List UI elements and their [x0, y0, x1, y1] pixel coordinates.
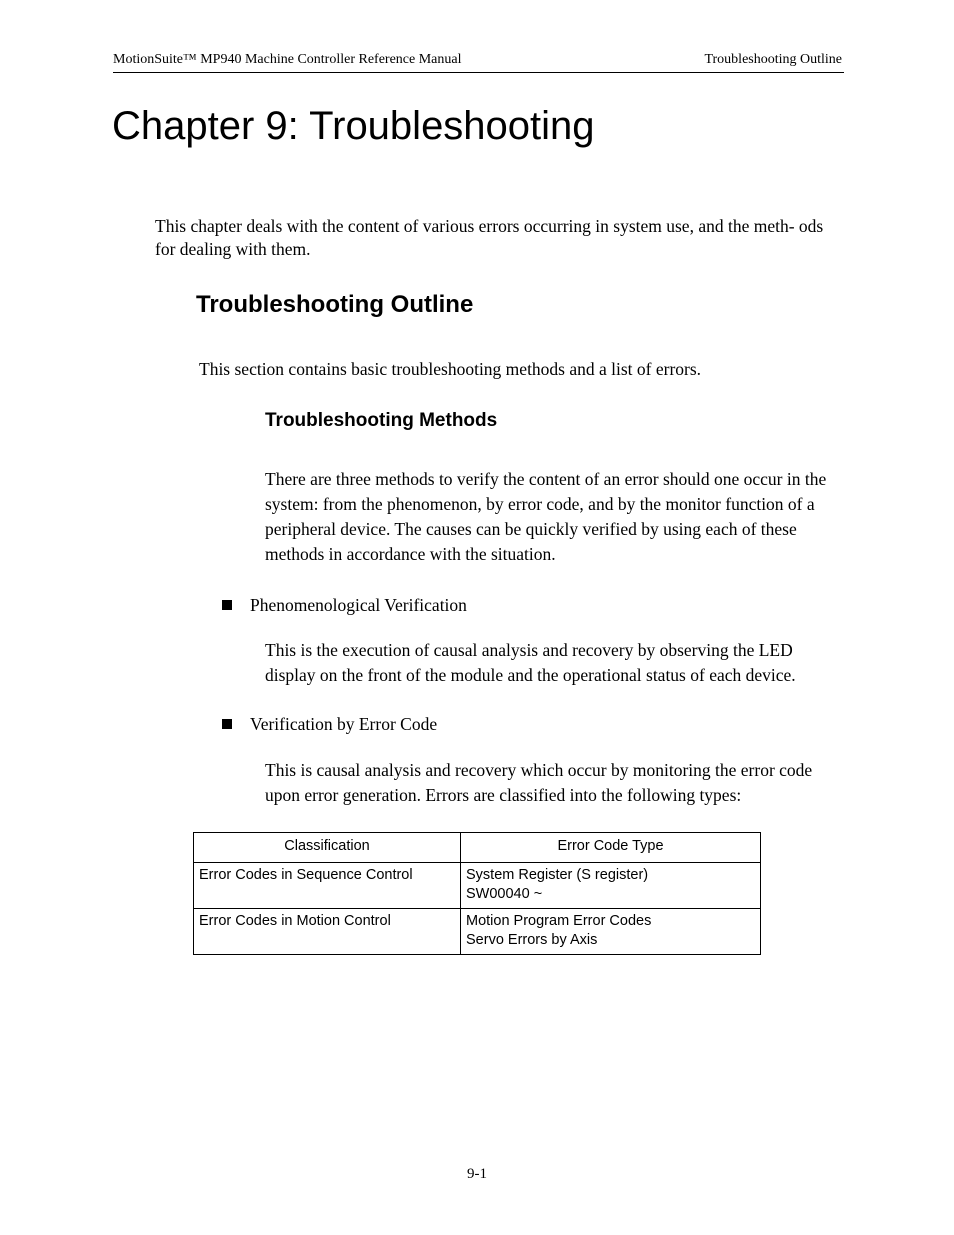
cell-line: Motion Program Error Codes — [466, 913, 652, 929]
section-title: Troubleshooting Outline — [196, 291, 474, 318]
page-header — [113, 52, 844, 73]
page-number: 9-1 — [467, 1166, 487, 1182]
table-row — [194, 863, 761, 909]
cell-line: Servo Errors by Axis — [466, 932, 598, 948]
cell-classification: Error Codes in Sequence Control — [194, 863, 461, 909]
column-header-error-code-type: Error Code Type — [461, 833, 761, 863]
table-row — [194, 909, 761, 955]
bullet-label: Verification by Error Code — [250, 714, 438, 734]
square-bullet-icon — [222, 719, 232, 729]
cell-line: SW00040 ~ — [466, 886, 543, 902]
bullet-error-code — [222, 712, 437, 736]
cell-classification: Error Codes in Motion Control — [194, 909, 461, 955]
cell-error-code-type — [461, 909, 761, 955]
section-intro: This section contains basic troubleshooting methods and a list of errors. — [199, 359, 702, 379]
chapter-title: Chapter 9: Troubleshooting — [112, 104, 595, 148]
cell-error-code-type — [461, 863, 761, 909]
chapter-intro: This chapter deals with the content of various errors occurring in system use, and the meth- ods for dealing with them. — [155, 216, 824, 259]
bullet-description: This is causal analysis and recovery which occur by monitoring the error code upon error generation. Errors are classified into the following types: — [265, 760, 813, 805]
error-classification-table — [193, 832, 761, 955]
cell-line: System Register (S register) — [466, 867, 649, 883]
subsection-text: There are three methods to verify the content of an error should one occur in the system: from the phenomenon, by error code, and by the monitor function of a peripheral device. The causes can be quickly verified by using each of these methods in accordance with the situation. — [265, 469, 827, 564]
bullet-label: Phenomenological Verification — [250, 595, 467, 615]
bullet-phenomenological — [222, 593, 467, 617]
square-bullet-icon — [222, 600, 232, 610]
table-header-row — [194, 833, 761, 863]
header-manual-title: MotionSuite™ MP940 Machine Controller Reference Manual — [113, 52, 462, 67]
subsection-title: Troubleshooting Methods — [265, 410, 498, 431]
bullet-description: This is the execution of causal analysis and recovery by observing the LED display on the front of the module and the operational status of each device. — [265, 640, 796, 685]
header-section-title: Troubleshooting Outline — [704, 52, 842, 67]
column-header-classification: Classification — [194, 833, 461, 863]
